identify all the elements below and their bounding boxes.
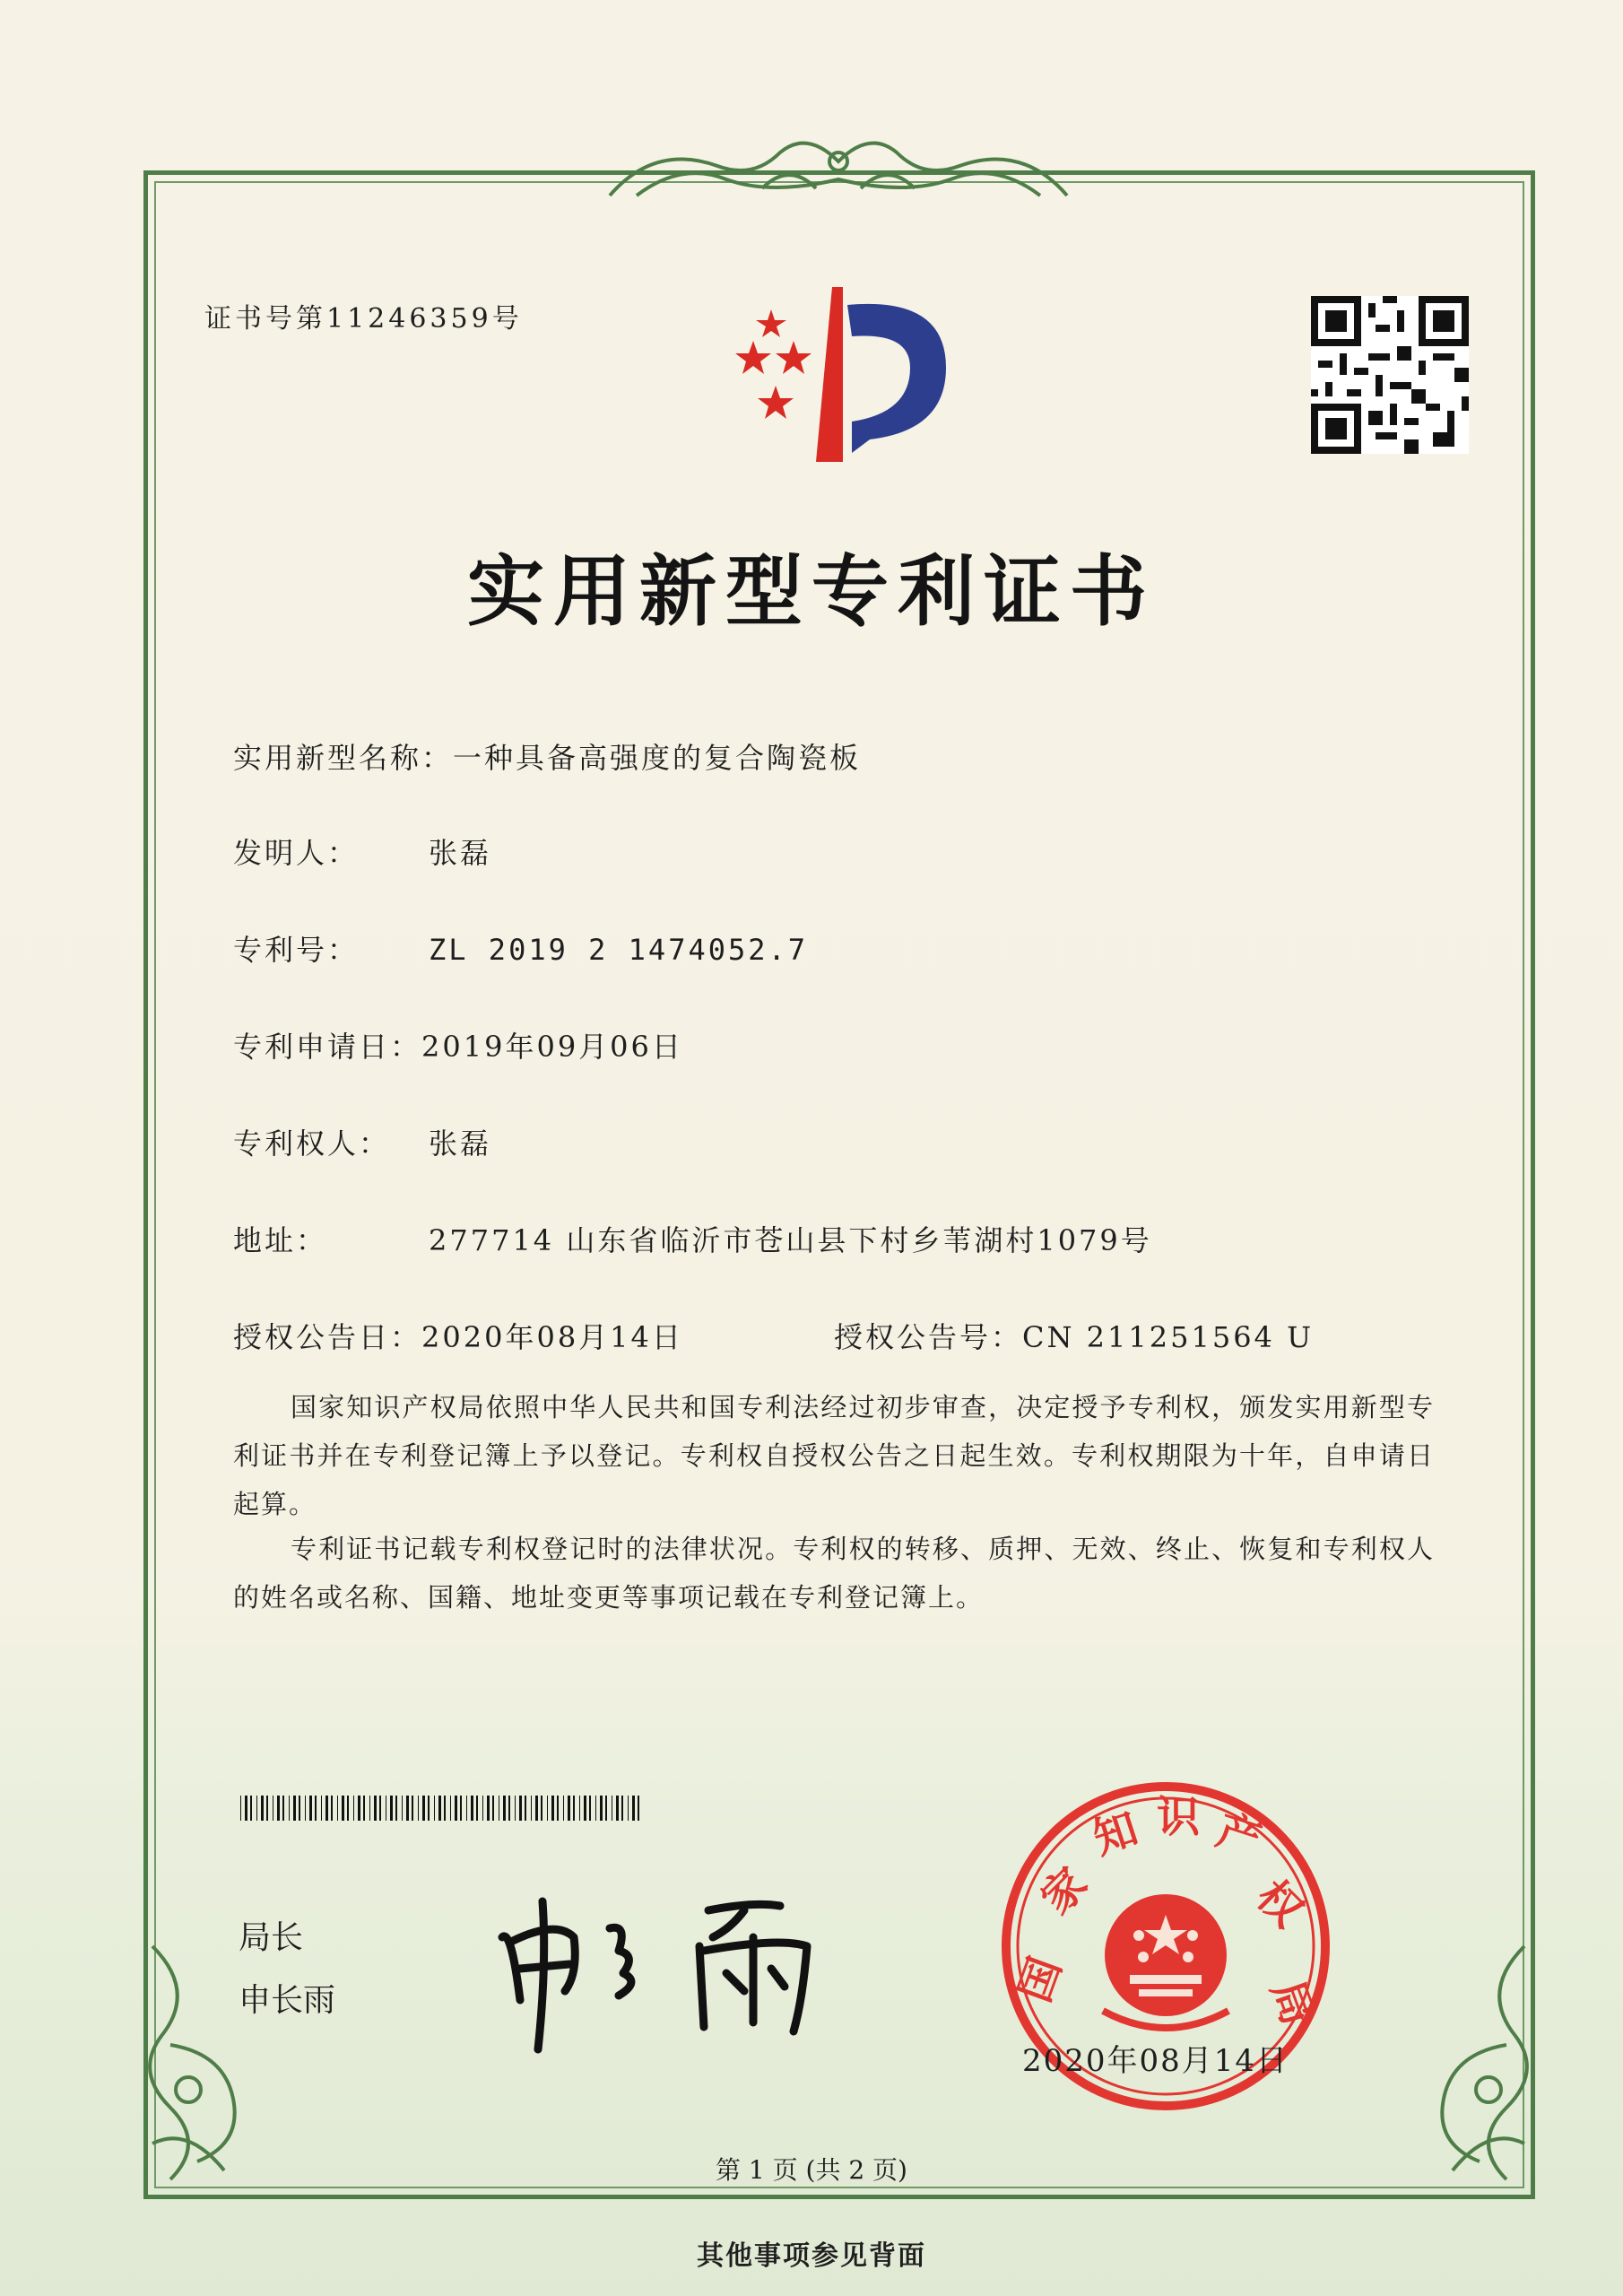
certificate-number: 证书号第11246359号 [204,303,523,335]
grant-number-row [834,1315,1314,1356]
svg-text:国: 国 [1009,1951,1072,2009]
inventor-row [233,831,491,872]
patentee-value: 张磊 [429,1126,492,1161]
qr-code [1311,296,1469,454]
patent-number-label: 专利号： [233,933,360,967]
svg-text:识: 识 [1157,1792,1201,1842]
grant-statement-paragraph: 国家知识产权局依照中华人民共和国专利法经过初步审查，决定授予专利权，颁发实用新型专利证书并在专利登记簿上予以登记。专利权自授权公告之日起生效。专利权期限为十年，自申请日起算。 [233,1392,1435,1519]
patentee-row [233,1121,491,1162]
grant-date-label: 授权公告日： [233,1320,422,1354]
svg-text:权: 权 [1246,1870,1313,1937]
svg-text:家: 家 [1031,1857,1098,1925]
page-indicator: 第 1 页 (共 2 页) [716,2155,907,2185]
grant-number-label: 授权公告号： [834,1320,1023,1354]
svg-text:产: 产 [1211,1805,1268,1866]
inventor-value: 张磊 [429,836,492,870]
seal-date: 2020年08月14日 [1022,2043,1289,2079]
utility-model-name-value: 一种具备高强度的复合陶瓷板 [453,741,862,775]
barcode [240,1796,644,1821]
back-side-note: 其他事项参见背面 [697,2240,926,2272]
utility-model-name-label: 实用新型名称： [233,741,454,775]
certificate-title: 实用新型专利证书 [467,546,1156,637]
address-label: 地址： [233,1223,328,1257]
patent-number-value: ZL 2019 2 1474052.7 [429,933,809,967]
director-title: 局长 [239,1919,304,1956]
application-date-row [233,1024,683,1065]
top-ornament [601,126,1076,206]
address-row [233,1218,1152,1259]
application-date-value: 2019年09月06日 [421,1030,683,1064]
grant-date-value: 2020年08月14日 [421,1320,683,1354]
grant-number-value: CN 211251564 U [1022,1320,1315,1354]
grant-date-row [233,1315,683,1356]
patentee-label: 专利权人： [233,1126,391,1161]
svg-text:局: 局 [1261,1973,1324,2032]
director-name: 申长雨 [239,1982,336,2019]
application-date-label: 专利申请日： [233,1030,422,1064]
patent-number-row [233,927,808,969]
director-signature [484,1874,861,2054]
address-value: 277714 山东省临沂市苍山县下村乡苇湖村1079号 [429,1223,1152,1257]
inventor-label: 发明人： [233,836,360,870]
legal-status-paragraph: 专利证书记载专利权登记时的法律状况。专利权的转移、质押、无效、终止、恢复和专利权人的姓名或名称、国籍、地址变更等事项记载在专利登记簿上。 [233,1534,1435,1613]
patent-office-logo [717,278,968,475]
utility-model-name-row [233,735,861,777]
svg-text:知: 知 [1087,1803,1144,1865]
